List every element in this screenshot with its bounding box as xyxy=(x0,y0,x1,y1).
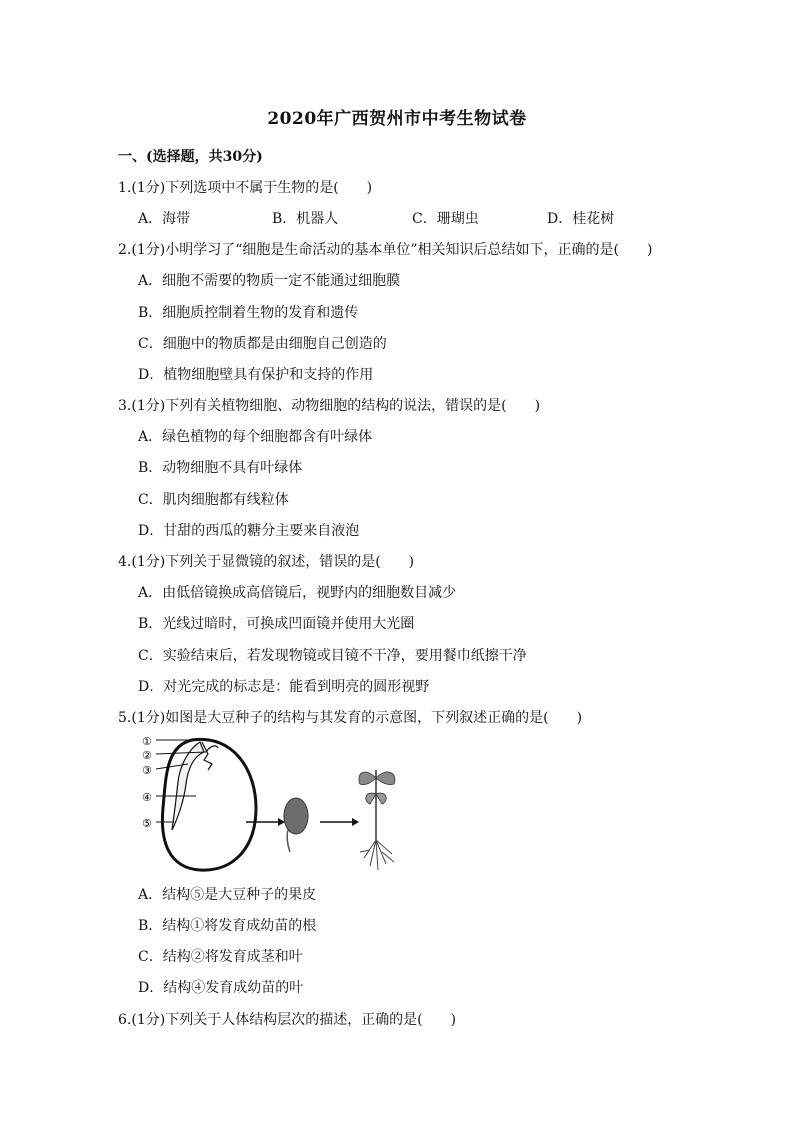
question-2-option-c[interactable]: C．细胞中的物质都是由细胞自己创造的 xyxy=(138,336,387,352)
question-4-stem: 4.(1分)下列关于显微镜的叙述，错误的是( ) xyxy=(118,554,415,570)
section-heading: 一、(选择题，共30分) xyxy=(118,149,263,165)
question-2-option-b[interactable]: B．细胞质控制着生物的发育和遗传 xyxy=(138,305,359,321)
question-5-option-b[interactable]: B．结构①将发育成幼苗的根 xyxy=(138,918,317,934)
question-2-stem: 2.(1分)小明学习了“细胞是生命活动的基本单位”相关知识后总结如下，正确的是( ) xyxy=(118,242,653,258)
question-2-option-d[interactable]: D．植物细胞壁具有保护和支持的作用 xyxy=(138,367,374,383)
question-5-option-c[interactable]: C．结构②将发育成茎和叶 xyxy=(138,949,303,965)
question-3-option-d[interactable]: D．甘甜的西瓜的糖分主要来自液泡 xyxy=(138,523,360,539)
question-4-option-b[interactable]: B．光线过暗时，可换成凹面镜并使用大光圈 xyxy=(138,616,415,632)
question-3-option-b[interactable]: B．动物细胞不具有叶绿体 xyxy=(138,460,303,476)
arrow-right-icon xyxy=(320,818,359,826)
question-3-option-a[interactable]: A．绿色植物的每个细胞都含有叶绿体 xyxy=(138,429,373,445)
figure-label-3: ③ xyxy=(142,764,152,777)
question-1-option-a[interactable]: A．海带 xyxy=(138,211,191,227)
question-5-stem: 5.(1分)如图是大豆种子的结构与其发育的示意图，下列叙述正确的是( ) xyxy=(118,710,583,726)
figure-label-5: ⑤ xyxy=(142,817,152,830)
figure-label-4: ④ xyxy=(142,791,152,804)
seedling-image xyxy=(359,770,395,870)
arrow-right-icon xyxy=(246,818,285,826)
plumule-shape xyxy=(202,742,218,770)
question-1-option-d[interactable]: D．桂花树 xyxy=(547,211,615,227)
embryo-shape xyxy=(172,742,204,830)
question-3-stem: 3.(1分)下列有关植物细胞、动物细胞的结构的说法，错误的是( ) xyxy=(118,398,541,414)
soybean-seed-figure xyxy=(138,730,418,878)
germinating-seed-image xyxy=(284,798,308,852)
page-title: 2020年广西贺州市中考生物试卷 xyxy=(267,109,527,129)
figure-label-2: ② xyxy=(142,749,152,762)
figure-label-1: ① xyxy=(142,735,152,748)
question-1-option-c[interactable]: C．珊瑚虫 xyxy=(412,211,479,227)
question-4-option-a[interactable]: A．由低倍镜换成高倍镜后，视野内的细胞数目减少 xyxy=(138,585,457,601)
question-1-option-b[interactable]: B．机器人 xyxy=(272,211,339,227)
question-2-option-a[interactable]: A．细胞不需要的物质一定不能通过细胞膜 xyxy=(138,273,401,289)
question-1-stem: 1.(1分)下列选项中不属于生物的是( ) xyxy=(118,180,373,196)
question-4-option-c[interactable]: C．实验结束后，若发现物镜或目镜不干净，要用餐巾纸擦干净 xyxy=(138,648,527,664)
question-3-option-c[interactable]: C．肌肉细胞都有线粒体 xyxy=(138,492,289,508)
question-4-option-d[interactable]: D．对光完成的标志是：能看到明亮的圆形视野 xyxy=(138,679,430,695)
question-5-option-a[interactable]: A．结构⑤是大豆种子的果皮 xyxy=(138,887,317,903)
question-6-stem: 6.(1分)下列关于人体结构层次的描述，正确的是( ) xyxy=(118,1012,457,1028)
question-5-option-d[interactable]: D．结构④发育成幼苗的叶 xyxy=(138,980,304,996)
